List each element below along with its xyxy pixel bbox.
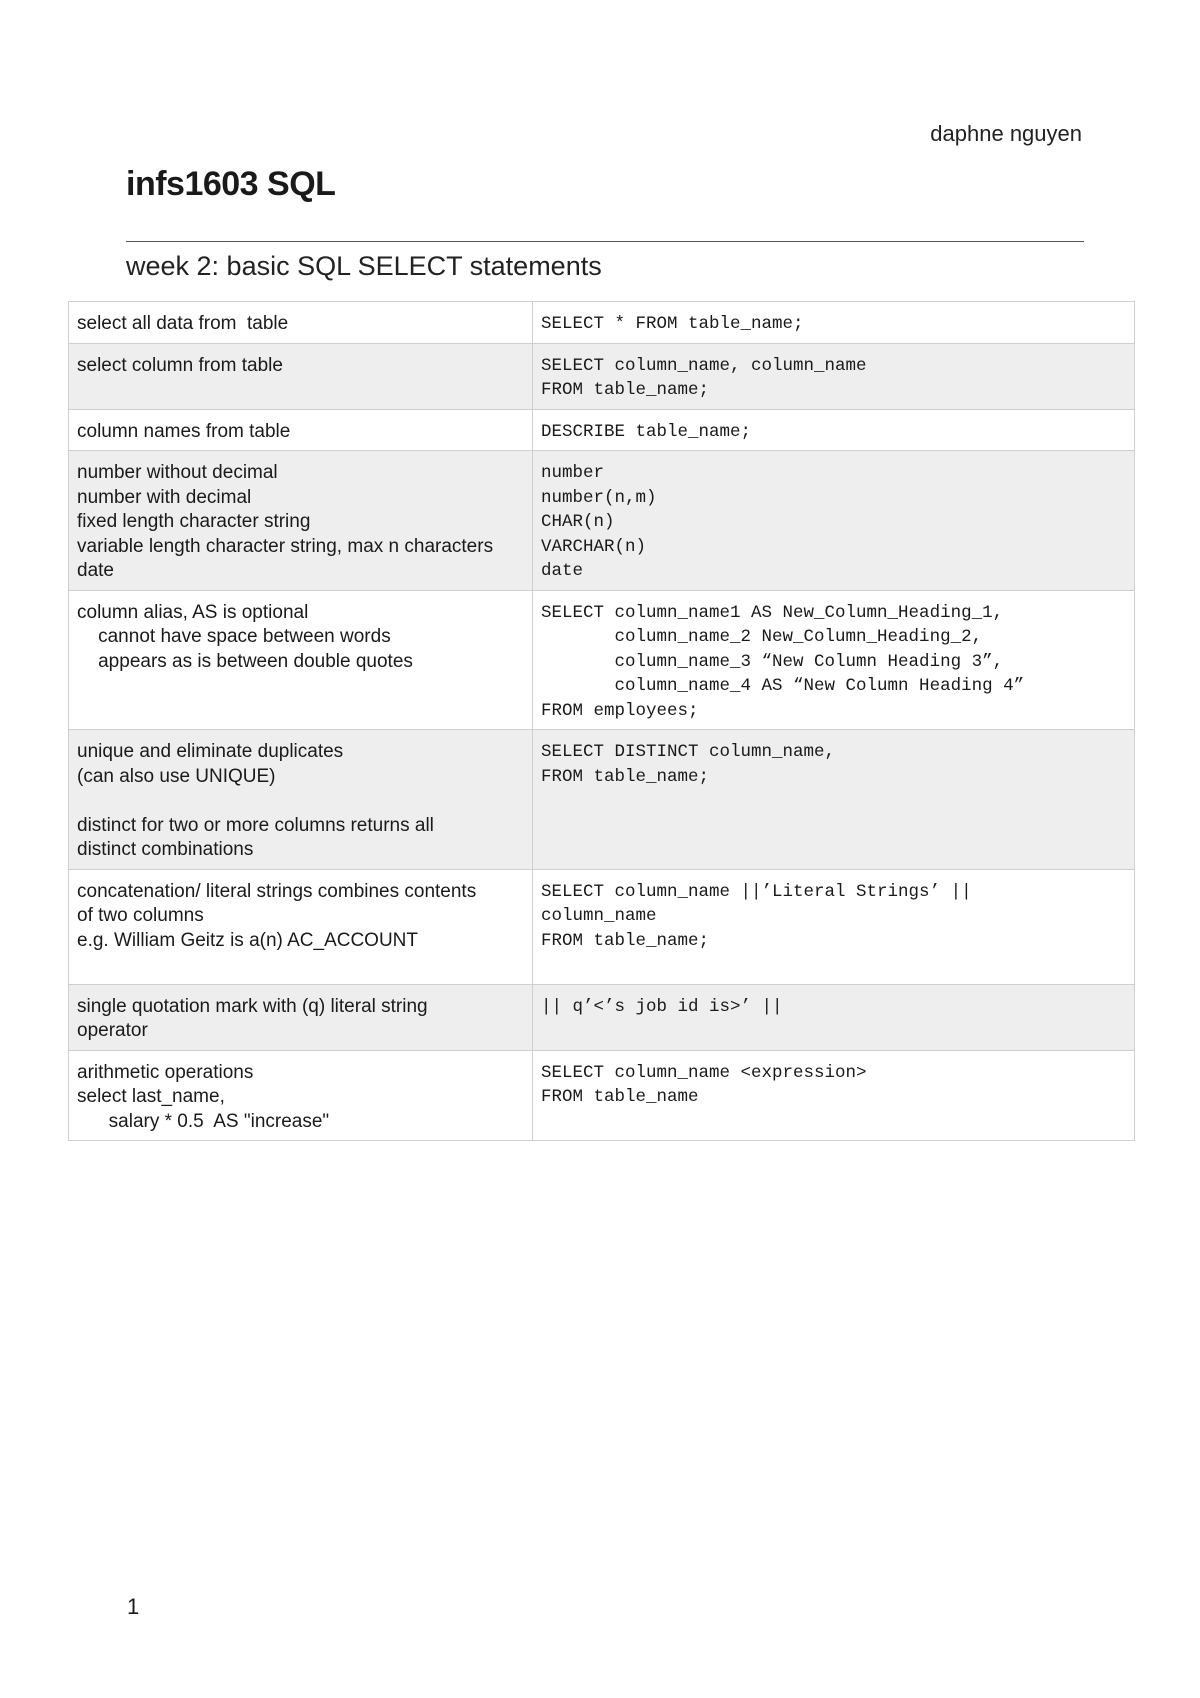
description-line: salary * 0.5 AS "increase"	[77, 1110, 330, 1132]
author-name: daphne nguyen	[930, 121, 1082, 146]
description-line: (can also use UNIQUE)	[77, 765, 276, 787]
code-line: FROM employees;	[541, 700, 699, 721]
title-divider	[126, 241, 1084, 242]
table-row	[69, 343, 1135, 409]
description-line	[77, 953, 524, 978]
code-line: column_name	[541, 906, 657, 926]
code-line: FROM table_name;	[541, 766, 710, 787]
description-line: distinct combinations	[77, 839, 254, 860]
table-row	[69, 869, 1135, 984]
code-line: SELECT column_name, column_name	[541, 355, 867, 376]
code-line: FROM table_name;	[541, 380, 710, 400]
code-cell	[533, 984, 1135, 1050]
code-line: || q’<’s job id is>’ ||	[541, 996, 783, 1017]
code-line: column_name_2 New_Column_Heading_2,	[541, 627, 983, 647]
code-line: SELECT column_name <expression>	[541, 1062, 867, 1083]
description-cell	[69, 869, 533, 984]
description-cell	[69, 984, 533, 1050]
code-cell	[533, 730, 1135, 870]
description-cell	[69, 302, 533, 344]
table-row	[69, 730, 1135, 870]
table-row	[69, 302, 1135, 344]
code-line: DESCRIBE table_name;	[541, 421, 752, 442]
code-line: FROM table_name;	[541, 930, 710, 951]
description-line: unique and eliminate duplicates	[77, 741, 344, 762]
code-line: date	[541, 561, 584, 581]
code-line: CHAR(n)	[541, 512, 615, 532]
code-line: VARCHAR(n)	[541, 536, 647, 557]
description-line: arithmetic operations	[77, 1061, 254, 1083]
code-cell	[533, 409, 1135, 451]
code-cell	[533, 343, 1135, 409]
code-line: number	[541, 463, 605, 483]
code-line: SELECT column_name ||’Literal Strings’ ||	[541, 881, 972, 902]
description-line: fixed length character string	[77, 511, 311, 532]
table-row	[69, 409, 1135, 451]
description-line: select all data from table	[77, 313, 289, 334]
table-row	[69, 451, 1135, 591]
description-line: column names from table	[77, 420, 291, 442]
code-line: column_name_3 “New Column Heading 3”,	[541, 651, 1004, 672]
document-title: infs1603 SQL	[126, 165, 336, 203]
code-cell	[533, 590, 1135, 730]
description-line: select last_name,	[77, 1086, 225, 1107]
sql-notes-table	[68, 301, 1135, 1141]
code-line: SELECT column_name1 AS New_Column_Heading_1,	[541, 602, 1004, 623]
code-line: number(n,m)	[541, 487, 657, 508]
description-cell	[69, 343, 533, 409]
description-line: of two columns	[77, 905, 204, 926]
description-line: single quotation mark with (q) literal string	[77, 995, 428, 1017]
description-line: appears as is between double quotes	[77, 650, 413, 672]
code-line: FROM table_name	[541, 1087, 699, 1107]
table-row	[69, 1050, 1135, 1141]
table-row	[69, 984, 1135, 1050]
description-line: operator	[77, 1020, 148, 1041]
description-line	[77, 789, 524, 814]
code-line: SELECT DISTINCT column_name,	[541, 742, 836, 762]
code-line: SELECT * FROM table_name;	[541, 314, 804, 334]
code-cell	[533, 1050, 1135, 1141]
description-line: cannot have space between words	[77, 626, 391, 647]
description-line: number without decimal	[77, 462, 278, 483]
code-cell	[533, 451, 1135, 591]
description-line: concatenation/ literal strings combines contents	[77, 880, 477, 902]
code-cell	[533, 302, 1135, 344]
section-heading: week 2: basic SQL SELECT statements	[126, 251, 602, 281]
description-line: date	[77, 560, 114, 581]
description-line: e.g. William Geitz is a(n) AC_ACCOUNT	[77, 929, 419, 951]
code-cell	[533, 869, 1135, 984]
description-cell	[69, 1050, 533, 1141]
description-cell	[69, 730, 533, 870]
description-line: distinct for two or more columns returns all	[77, 814, 434, 836]
table-row	[69, 590, 1135, 730]
page-number: 1	[127, 1594, 140, 1619]
code-line: column_name_4 AS “New Column Heading 4”	[541, 676, 1025, 696]
description-cell	[69, 590, 533, 730]
description-cell	[69, 409, 533, 451]
description-line: variable length character string, max n characters	[77, 535, 494, 557]
description-line: select column from table	[77, 354, 283, 376]
description-line: number with decimal	[77, 486, 252, 508]
description-line: column alias, AS is optional	[77, 601, 309, 623]
description-cell	[69, 451, 533, 591]
